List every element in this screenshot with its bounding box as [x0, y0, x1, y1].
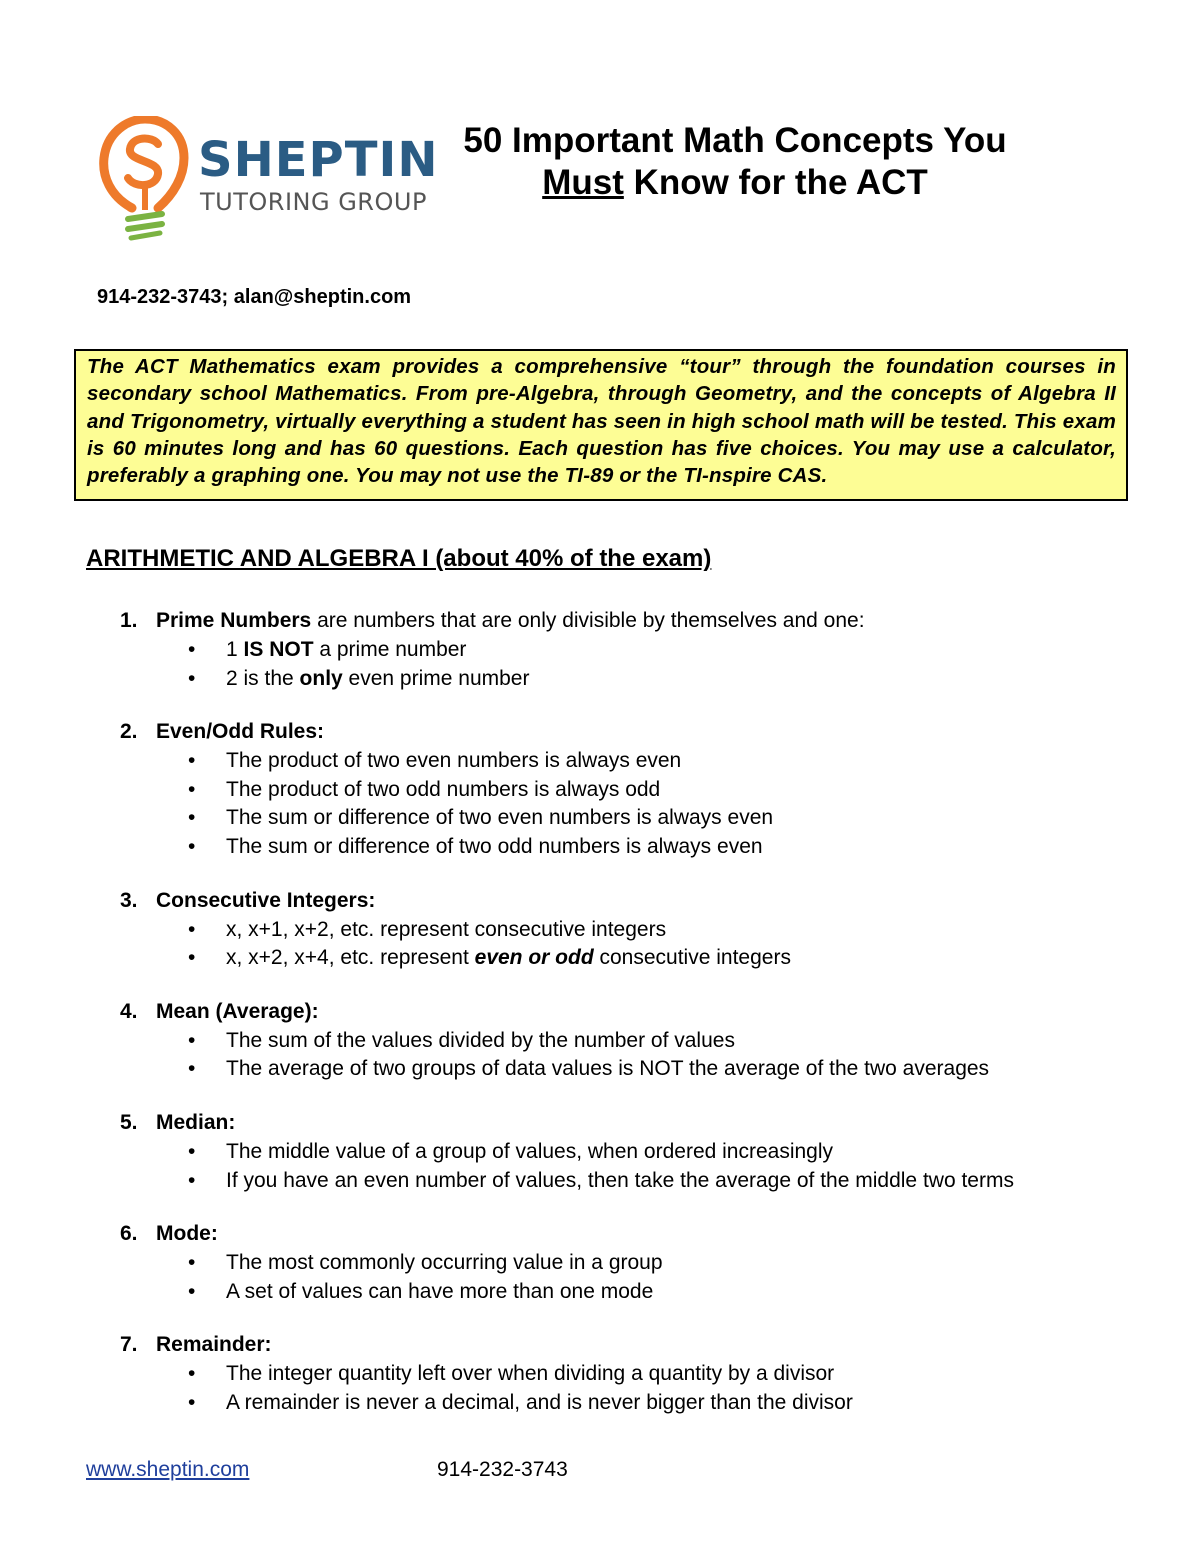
- concept-item: [120, 1219, 1014, 1306]
- website-link[interactable]: www.sheptin.com: [86, 1458, 250, 1481]
- concept-number: 2.: [120, 720, 138, 744]
- intro-box: The ACT Mathematics exam provides a comprehensive “tour” through the foundation courses in secondary school Mathematics. From pre-Algebra, through Geometry, and the concepts of Algebra II and Trigonometry, virtually everything a student has seen in high school math will be tested. This exam is 60 minutes long and has 60 questions. Each question has five choices. You may use a calculator, preferably a graphing one. You may not use the TI-89 or the TI-nspire CAS.: [74, 349, 1128, 501]
- section-heading: ARITHMETIC AND ALGEBRA I (about 40% of the exam): [86, 545, 712, 572]
- list-item: • The sum or difference of two odd numbers is always even: [188, 833, 1014, 862]
- bullet-icon: •: [188, 946, 196, 970]
- bullet-icon: •: [188, 1028, 196, 1052]
- lightbulb-logo-icon: [98, 116, 198, 246]
- list-item: • The middle value of a group of values, when ordered increasingly: [188, 1138, 1014, 1167]
- list-item: • x, x+2, x+4, etc. represent even or odd consecutive integers: [188, 944, 1014, 973]
- concept-number: 3.: [120, 888, 138, 912]
- bullet-icon: •: [188, 1390, 196, 1414]
- list-item: • A set of values can have more than one mode: [188, 1278, 1014, 1307]
- list-item: • The average of two groups of data values is NOT the average of the two averages: [188, 1055, 1014, 1084]
- concept-number: 1.: [120, 609, 138, 632]
- concept-item: [120, 997, 1014, 1084]
- logo-subtitle: TUTORING GROUP: [200, 188, 427, 216]
- title-line-1: 50 Important Math Concepts You: [463, 121, 1007, 160]
- concept-name: Even/Odd Rules:: [156, 720, 325, 744]
- title-underlined-word: Must: [542, 163, 624, 202]
- concept-number: 5.: [120, 1110, 138, 1134]
- concept-name: Consecutive Integers:: [156, 888, 376, 912]
- bullet-icon: •: [188, 1057, 196, 1081]
- bullet-icon: •: [188, 1362, 196, 1386]
- logo-wordmark: SHEPTIN: [198, 132, 439, 188]
- list-item: • The sum of the values divided by the number of values: [188, 1027, 1014, 1056]
- bullet-icon: •: [188, 777, 196, 801]
- bullet-icon: •: [188, 1168, 196, 1192]
- bullet-icon: •: [188, 806, 196, 830]
- concept-name: Mode:: [156, 1222, 218, 1246]
- list-item: • The product of two even numbers is always even: [188, 747, 1014, 776]
- list-item: • 2 is the only even prime number: [188, 665, 1014, 694]
- title-line-2: [430, 162, 1040, 204]
- bullet-icon: •: [188, 917, 196, 941]
- bullet-icon: •: [188, 1279, 196, 1303]
- footer-phone: 914-232-3743: [437, 1458, 568, 1481]
- concept-number: 4.: [120, 999, 138, 1023]
- concept-number: 7.: [120, 1333, 138, 1357]
- bullet-icon: •: [188, 1251, 196, 1275]
- list-item: • The sum or difference of two even numbers is always even: [188, 804, 1014, 833]
- concept-name: Remainder:: [156, 1333, 272, 1357]
- list-item: • The most commonly occurring value in a group: [188, 1249, 1014, 1278]
- bullet-icon: •: [188, 666, 196, 690]
- bullet-icon: •: [188, 749, 196, 773]
- concept-name: Prime Numbers: [156, 609, 312, 632]
- concept-name: Mean (Average):: [156, 999, 319, 1023]
- logo: [98, 116, 439, 246]
- contact-info: 914-232-3743; alan@sheptin.com: [97, 286, 412, 308]
- concept-name: Median:: [156, 1110, 236, 1134]
- bullet-icon: •: [188, 638, 196, 661]
- concept-list: [120, 606, 1014, 1442]
- concept-item: [120, 1330, 1014, 1417]
- concept-item: [120, 717, 1014, 861]
- list-item: • The product of two odd numbers is always odd: [188, 776, 1014, 805]
- concept-item: [120, 886, 1014, 973]
- title-line-2-rest: Know for the ACT: [623, 163, 928, 202]
- list-item: • The integer quantity left over when dividing a quantity by a divisor: [188, 1360, 1014, 1389]
- list-item: • If you have an even number of values, then take the average of the middle two terms: [188, 1167, 1014, 1196]
- concept-item: [120, 606, 1014, 693]
- concept-item: [120, 1108, 1014, 1195]
- concept-number: 6.: [120, 1222, 138, 1246]
- concept-description: are numbers that are only divisible by themselves and one:: [311, 609, 865, 632]
- document-title: [430, 120, 1040, 204]
- list-item: • x, x+1, x+2, etc. represent consecutive integers: [188, 916, 1014, 945]
- list-item: • A remainder is never a decimal, and is never bigger than the divisor: [188, 1389, 1014, 1418]
- bullet-icon: •: [188, 834, 196, 858]
- bullet-icon: •: [188, 1139, 196, 1163]
- list-item: • 1 IS NOT a prime number: [188, 636, 1014, 665]
